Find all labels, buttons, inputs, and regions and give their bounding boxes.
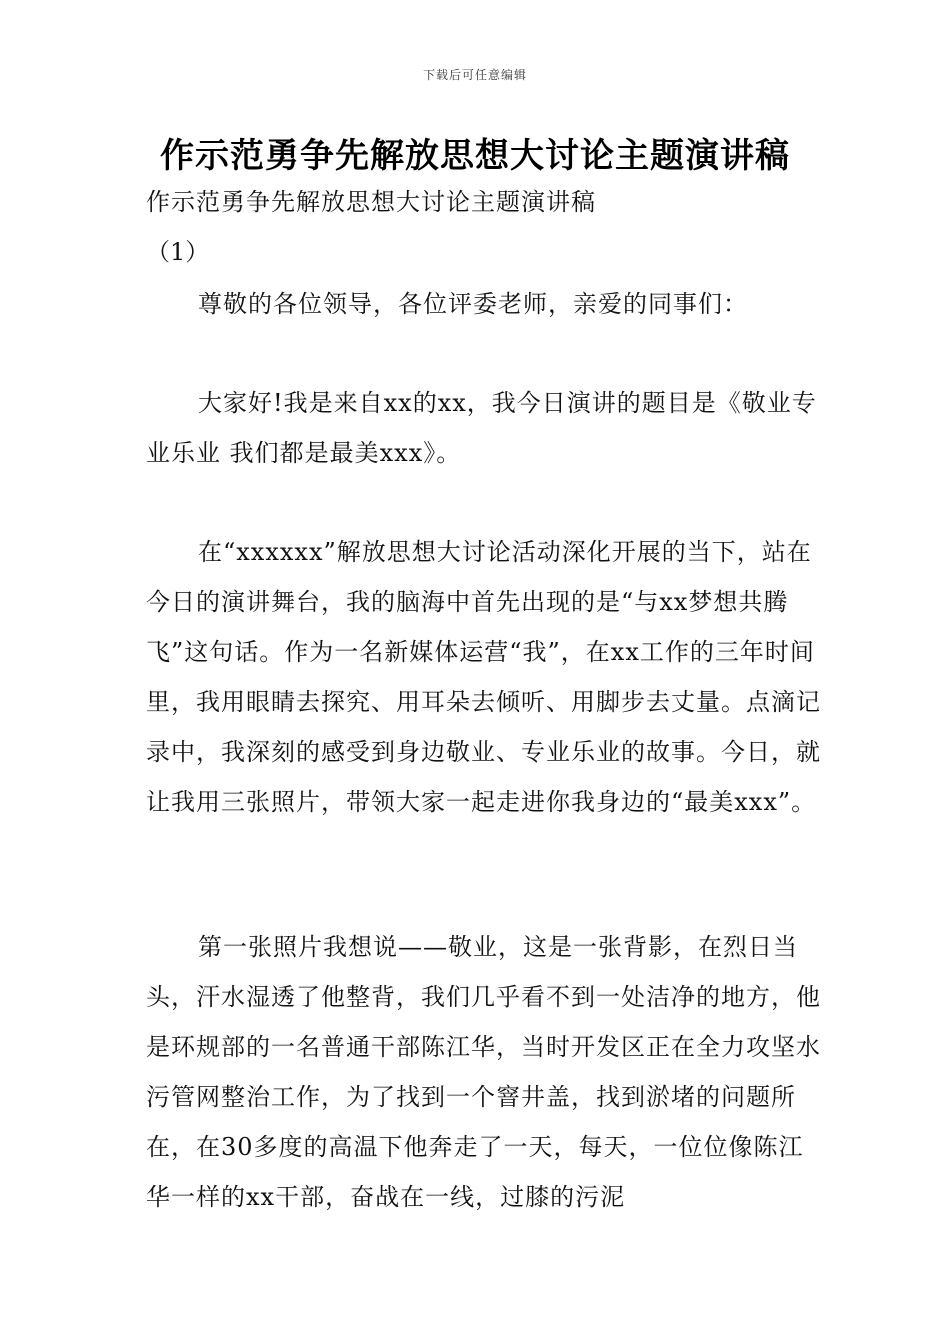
- header-note: 下载后可任意编辑: [422, 68, 527, 82]
- document-title: 作示范勇争先解放思想大讨论主题演讲稿: [160, 136, 790, 176]
- paragraph-greeting: 尊敬的各位领导，各位评委老师，亲爱的同事们：: [198, 290, 748, 318]
- paragraph-context: 在“xxxxxx”解放思想大讨论活动深化开展的当下，站在今日的演讲舞台，我的脑海中首先出现的是“与xx梦想共腾飞”这句话。作为一名新媒体运营“我”，在xx工作的三年时间里，我用眼睛去探究、用耳朵去倾听、用脚步去丈量。点滴记录中，我深刻的感受到身边敬业、专业乐业的故事。今日，就让我用三张照片，带领大家一起走进你我身边的“最美xxx”。: [146, 538, 821, 816]
- paragraph-first-photo: 第一张照片我想说——敬业，这是一张背影，在烈日当头，汗水湿透了他整背，我们几乎看不到一处洁净的地方，他是环规部的一名普通干部陈江华，当时开发区正在全力攻坚水污管网整治工作，为了找到一个窨井盖，找到淤堵的问题所在，在30多度的高温下他奔走了一天，每天，一位位像陈江华一样的xx干部，奋战在一线，过膝的污泥: [146, 933, 821, 1211]
- paragraph-intro: 大家好!我是来自xx的xx，我今日演讲的题目是《敬业专业乐业 我们都是最美xxx》。: [146, 389, 817, 467]
- part-number: （1）: [146, 238, 210, 266]
- document-subtitle: 作示范勇争先解放思想大讨论主题演讲稿: [146, 188, 596, 216]
